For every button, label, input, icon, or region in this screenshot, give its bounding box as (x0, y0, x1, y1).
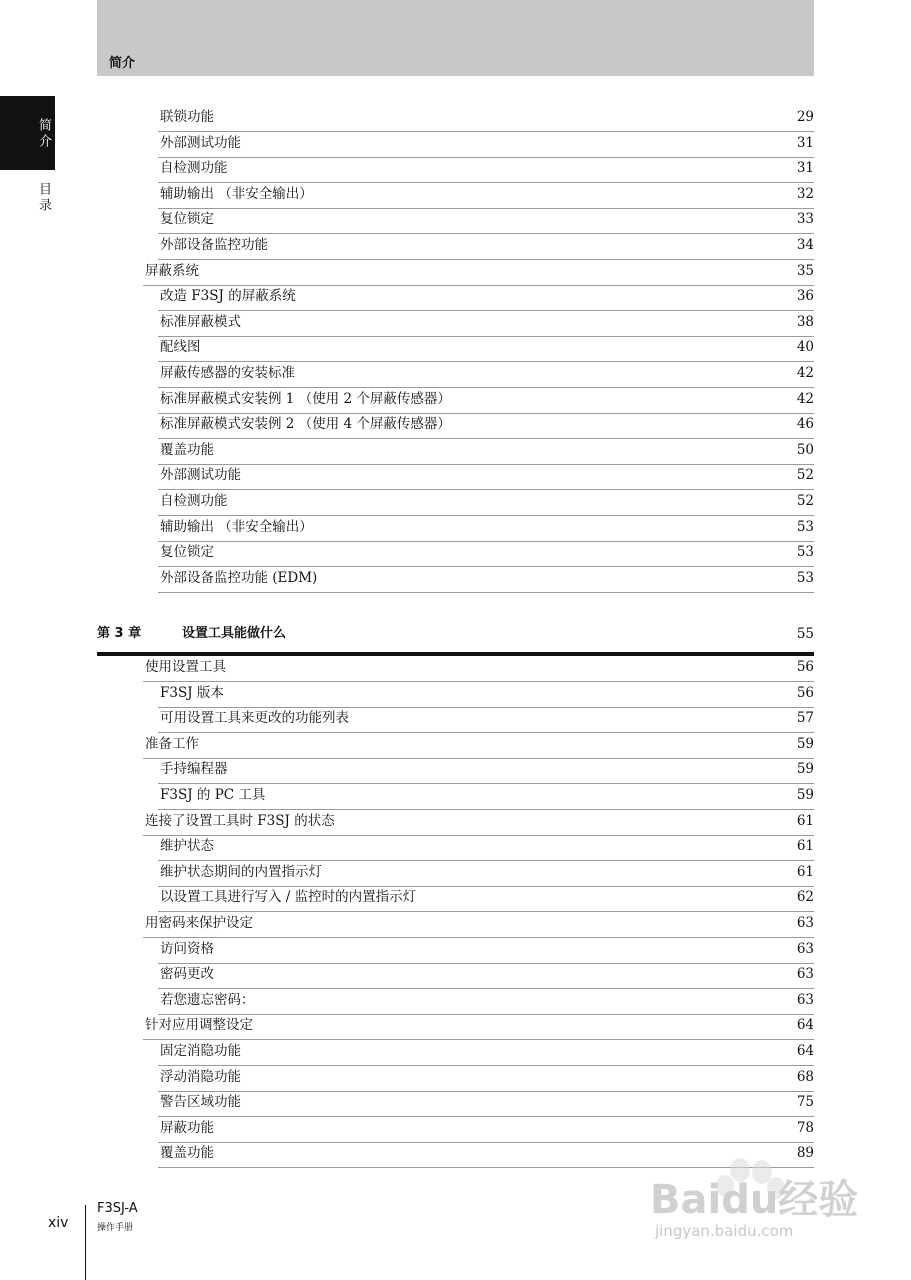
toc-entry[interactable] (158, 567, 814, 593)
toc-entry-page: 31 (796, 134, 814, 151)
toc-entry-page: 40 (796, 339, 814, 356)
toc-entry[interactable] (143, 656, 814, 682)
toc-entry-title: 辅助输出 （非安全输出） (160, 518, 313, 535)
toc-entry[interactable] (158, 285, 814, 311)
toc-entry[interactable] (158, 861, 814, 887)
toc-entry-title: 浮动消隐功能 (160, 1068, 241, 1085)
toc-entry-page: 57 (796, 710, 814, 727)
toc-entry-page: 53 (796, 518, 814, 535)
toc-entry-page: 78 (796, 1119, 814, 1136)
toc-entry-page: 33 (796, 211, 814, 228)
toc-entry-page: 42 (796, 365, 814, 381)
toc-entry-title: 维护状态期间的内置指示灯 (160, 863, 322, 880)
toc-entry-title: 外部测试功能 (160, 134, 241, 151)
footer-manual: 操作手册 (97, 1223, 134, 1233)
toc-entry[interactable] (158, 989, 814, 1015)
toc-entry-page: 53 (796, 569, 814, 586)
toc-entry-page: 59 (796, 787, 814, 803)
toc-entry-page: 56 (796, 684, 814, 701)
toc-entry-title: 自检测功能 (160, 493, 228, 509)
toc-entry[interactable] (143, 733, 814, 759)
toc-entry[interactable] (143, 1014, 814, 1040)
toc-entry-page: 59 (796, 761, 814, 778)
toc-entry-title: 针对应用调整设定 (145, 1017, 253, 1034)
toc-entry-title: 覆盖功能 (160, 1145, 214, 1162)
toc-entry[interactable] (143, 912, 814, 938)
toc-entry-page: 56 (796, 659, 814, 675)
toc-entry-page: 38 (796, 313, 814, 330)
toc-entry-title: 访问资格 (160, 940, 214, 957)
toc-entry[interactable] (158, 439, 814, 465)
toc-entry[interactable] (158, 963, 814, 989)
toc-entry-page: 34 (796, 237, 814, 253)
chapter-page: 55 (796, 626, 814, 642)
toc-entry-page: 35 (796, 262, 814, 279)
footer-divider (85, 1205, 86, 1280)
footer-page-number: xiv (48, 1215, 69, 1231)
toc-entry[interactable] (158, 541, 814, 567)
toc-entry-page: 31 (796, 160, 814, 177)
toc-entry-page: 52 (796, 493, 814, 509)
toc-entry[interactable] (158, 886, 814, 912)
chapter-title: 设置工具能做什么 (182, 626, 287, 641)
toc-entry-title: 以设置工具进行写入 / 监控时的内置指示灯 (160, 889, 417, 906)
toc-entry[interactable] (158, 106, 814, 132)
toc-entry[interactable] (158, 311, 814, 337)
toc-entry[interactable] (158, 132, 814, 158)
toc-entry-title: 若您遗忘密码： (160, 991, 255, 1008)
toc-entry-title: 密码更改 (160, 966, 214, 983)
watermark-url: jingyan.baidu.com (655, 1222, 794, 1240)
toc-entry-page: 63 (796, 940, 814, 957)
toc-entry-title: 使用设置工具 (145, 659, 226, 675)
toc-entry[interactable] (158, 938, 814, 964)
toc-entry[interactable] (158, 835, 814, 861)
toc-entry-title: 配线图 (160, 339, 201, 356)
toc-entry-page: 68 (796, 1068, 814, 1085)
toc-entry[interactable] (158, 490, 814, 516)
toc-entry-title: 覆盖功能 (160, 441, 214, 458)
toc-entry-title: 改造 F3SJ 的屏蔽系统 (160, 288, 296, 305)
toc-entry-page: 61 (796, 812, 814, 829)
chapter-heading[interactable] (97, 622, 814, 656)
footer-model: F3SJ-A (97, 1201, 138, 1216)
toc-entry-title: 可用设置工具来更改的功能列表 (160, 710, 349, 727)
toc-entry-title: 固定消隐功能 (160, 1043, 241, 1059)
toc-entry-page: 62 (796, 889, 814, 906)
toc-entry-title: 手持编程器 (160, 761, 228, 778)
watermark-brand: Baidu经验 (650, 1177, 859, 1223)
toc-entry[interactable] (158, 682, 814, 708)
toc-entry-page: 89 (796, 1145, 814, 1162)
toc-entry-title: 复位锁定 (160, 211, 214, 228)
toc-entry[interactable] (143, 810, 814, 836)
toc-entry[interactable] (158, 1066, 814, 1092)
toc-entry[interactable] (158, 388, 814, 414)
toc-entry[interactable] (158, 758, 814, 784)
toc-entry-page: 46 (796, 416, 814, 433)
toc-entry[interactable] (158, 1091, 814, 1117)
toc-entry[interactable] (158, 1040, 814, 1066)
toc-entry-page: 42 (796, 390, 814, 407)
toc-entry[interactable] (158, 208, 814, 234)
toc-entry-title: 复位锁定 (160, 544, 214, 561)
toc-entry-title: 外部设备监控功能 (EDM) (160, 569, 318, 586)
toc-entry[interactable] (158, 516, 814, 542)
side-tab-label: 简介 (36, 118, 51, 150)
toc-entry-page: 61 (796, 838, 814, 855)
toc-entry-page: 53 (796, 544, 814, 561)
toc-entry-page: 64 (796, 1017, 814, 1034)
toc-entry-page: 64 (796, 1043, 814, 1059)
toc-entry-page: 61 (796, 863, 814, 880)
toc-entry[interactable] (158, 464, 814, 490)
chapter-number: 第 3 章 (97, 626, 142, 641)
toc-entry-page: 63 (796, 991, 814, 1008)
header-title: 简介 (109, 56, 136, 71)
toc-entry-page: 63 (796, 966, 814, 983)
toc-entry-title: 标准屏蔽模式安装例 2 （使用 4 个屏蔽传感器） (160, 416, 451, 433)
toc-entry[interactable] (158, 336, 814, 362)
toc-entry[interactable] (158, 784, 814, 810)
toc-entry-title: F3SJ 版本 (160, 684, 224, 701)
toc-entry-title: 自检测功能 (160, 160, 228, 177)
toc-entry-page: 29 (796, 109, 814, 125)
toc-entry-title: F3SJ 的 PC 工具 (160, 787, 266, 803)
toc-entry-title: 外部测试功能 (160, 467, 241, 484)
toc-entry-page: 63 (796, 915, 814, 931)
toc-entry-page: 36 (796, 288, 814, 305)
toc-entry-title: 警告区域功能 (160, 1094, 241, 1111)
toc-entry-page: 50 (796, 441, 814, 458)
toc-entry-page: 75 (796, 1094, 814, 1111)
toc-entry-title: 屏蔽传感器的安装标准 (160, 365, 295, 381)
toc-entry[interactable] (143, 260, 814, 286)
toc-entry-title: 屏蔽功能 (160, 1119, 214, 1136)
toc-entry-title: 用密码来保护设定 (145, 915, 253, 931)
toc-entry[interactable] (158, 413, 814, 439)
toc-entry-title: 维护状态 (160, 838, 214, 855)
toc-entry[interactable] (158, 1117, 814, 1143)
header-band (97, 0, 814, 76)
toc-entry[interactable] (158, 157, 814, 183)
toc-entry-title: 连接了设置工具时 F3SJ 的状态 (145, 812, 335, 829)
toc-entry-title: 标准屏蔽模式 (160, 313, 241, 330)
toc-entry[interactable] (158, 183, 814, 209)
toc-entry[interactable] (158, 362, 814, 388)
toc-entry-page: 52 (796, 467, 814, 484)
side-tab-sub-label[interactable]: 目录 (36, 182, 51, 214)
toc-entry-title: 辅助输出 （非安全输出） (160, 185, 313, 202)
toc-entry-title: 联锁功能 (160, 109, 214, 125)
toc-entry-page: 59 (796, 735, 814, 752)
toc-entry[interactable] (158, 234, 814, 260)
toc-entry-title: 标准屏蔽模式安装例 1 （使用 2 个屏蔽传感器） (160, 390, 451, 407)
toc-entry-page: 32 (796, 185, 814, 202)
toc-entry[interactable] (158, 707, 814, 733)
toc-entry-title: 屏蔽系统 (145, 262, 199, 279)
toc-entry-title: 准备工作 (145, 735, 199, 752)
toc-entry-title: 外部设备监控功能 (160, 237, 268, 253)
